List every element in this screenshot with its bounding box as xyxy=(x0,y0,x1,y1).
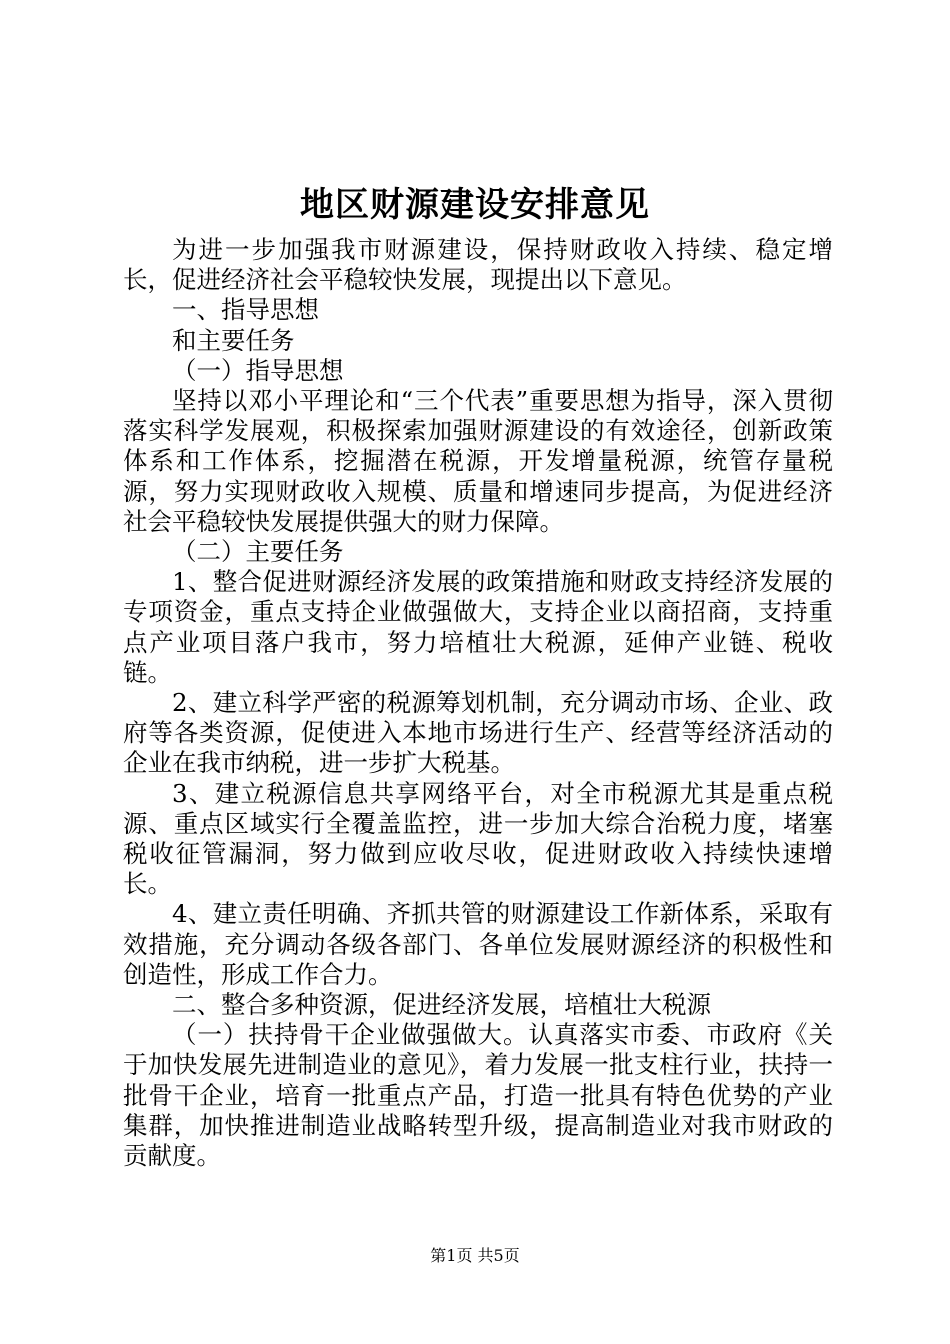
document-title: 地区财源建设安排意见 xyxy=(300,185,650,225)
paragraph-task-3: 3、建立税源信息共享网络平台，对全市税源尤其是重点税源、重点区域实行全覆盖监控，进一步加大综合治税力度，堵塞税收征管漏洞，努力做到应收尽收，促进财政收入持续快速增长。 xyxy=(123,778,833,899)
paragraph-intro: 为进一步加强我市财源建设，保持财政收入持续、稳定增长，促进经济社会平稳较快发展，现提出以下意见。 xyxy=(123,235,833,295)
subheading-guiding-thought: （一）指导思想 xyxy=(172,355,344,385)
subheading-main-tasks: （二）主要任务 xyxy=(172,537,344,567)
paragraph-section-2-item-1: （一）扶持骨干企业做强做大。认真落实市委、市政府《关于加快发展先进制造业的意见》，着力发展一批支柱行业，扶持一批骨干企业，培育一批重点产品，打造一批具有特色优势的产业集群，加快推进制造业战略转型升级，提高制造业对我市财政的贡献度。 xyxy=(123,1020,833,1171)
paragraph-task-1: 1、整合促进财源经济发展的政策措施和财政支持经济发展的专项资金，重点支持企业做强做大，支持企业以商招商，支持重点产业项目落户我市，努力培植壮大税源，延伸产业链、税收链。 xyxy=(123,567,833,687)
paragraph-task-2: 2、建立科学严密的税源筹划机制，充分调动市场、企业、政府等各类资源，促使进入本地市场进行生产、经营等经济活动的企业在我市纳税，进一步扩大税基。 xyxy=(123,688,833,778)
heading-section-1: 一、指导思想 xyxy=(172,295,319,325)
heading-section-1-cont: 和主要任务 xyxy=(172,325,295,355)
page-number-footer: 第1页 共5页 xyxy=(430,1246,520,1265)
paragraph-task-4: 4、建立责任明确、齐抓共管的财源建设工作新体系，采取有效措施，充分调动各级各部门、各单位发展财源经济的积极性和创造性，形成工作合力。 xyxy=(123,899,833,989)
heading-section-2: 二、整合多种资源，促进经济发展，培植壮大税源 xyxy=(172,990,711,1020)
paragraph-guiding-thought: 坚持以邓小平理论和“三个代表”重要思想为指导，深入贯彻落实科学发展观，积极探索加强财源建设的有效途径，创新政策体系和工作体系，挖掘潜在税源，开发增量税源，统管存量税源，努力实现财政收入规模、质量和增速同步提高，为促进经济社会平稳较快发展提供强大的财力保障。 xyxy=(123,386,833,536)
document-body xyxy=(123,235,833,1171)
